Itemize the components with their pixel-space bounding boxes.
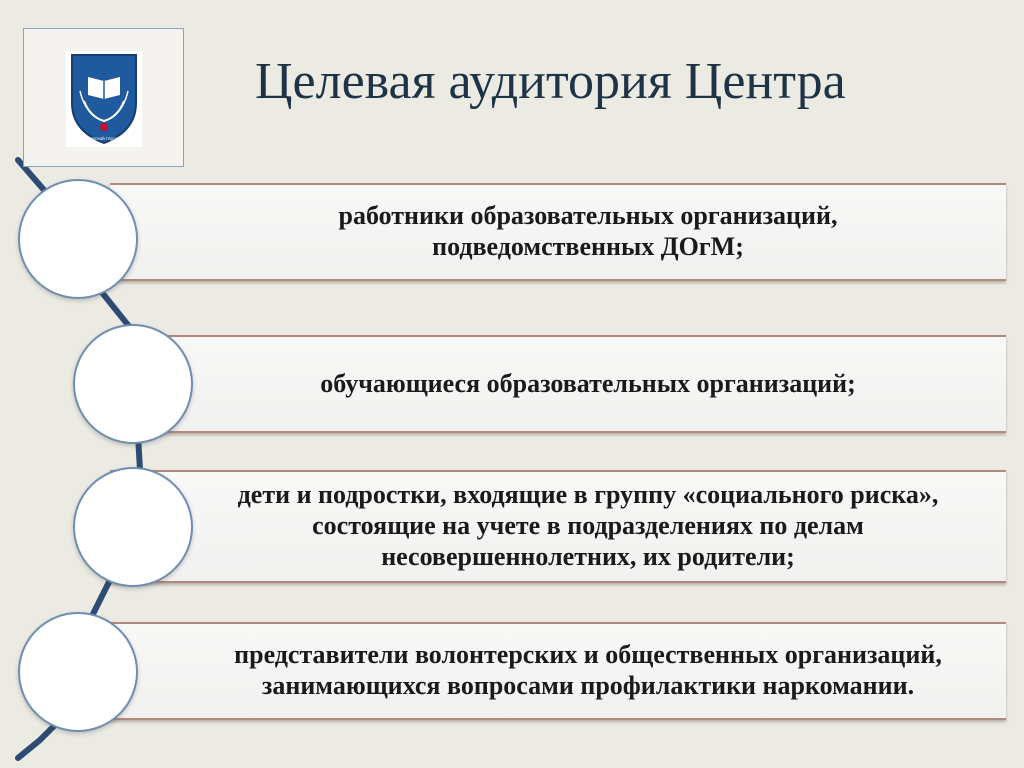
audience-marker-4 [18, 612, 138, 732]
audience-card-4 [110, 622, 1006, 720]
logo [23, 28, 184, 167]
audience-text-2 [170, 337, 1006, 431]
audience-text-4 [170, 624, 1006, 718]
audience-card-2 [110, 335, 1006, 433]
page-title: Целевая аудитория Центра [255, 53, 846, 110]
audience-label-2: обучающиеся образовательных организаций; [320, 368, 856, 398]
audience-label-1: работники образовательных организаций, подведомственных ДОгМ; [338, 201, 838, 261]
audience-marker-2 [73, 324, 193, 444]
audience-label-4: представители волонтерских и общественных организаций, занимающихся вопросами профилактики наркомании. [234, 640, 942, 700]
university-crest-icon [66, 51, 142, 147]
audience-marker-3 [73, 467, 193, 587]
audience-card-1 [110, 183, 1006, 281]
audience-text-3 [170, 472, 1006, 581]
logo-caption: московский городской [80, 136, 128, 141]
audience-label-3: дети и подростки, входящие в группу «социального риска», состоящие на учете в подразделениях по делам несовершеннолетних, их родители; [237, 480, 939, 571]
audience-marker-1 [18, 179, 138, 299]
audience-text-1 [170, 185, 1006, 279]
audience-card-3 [110, 470, 1006, 583]
